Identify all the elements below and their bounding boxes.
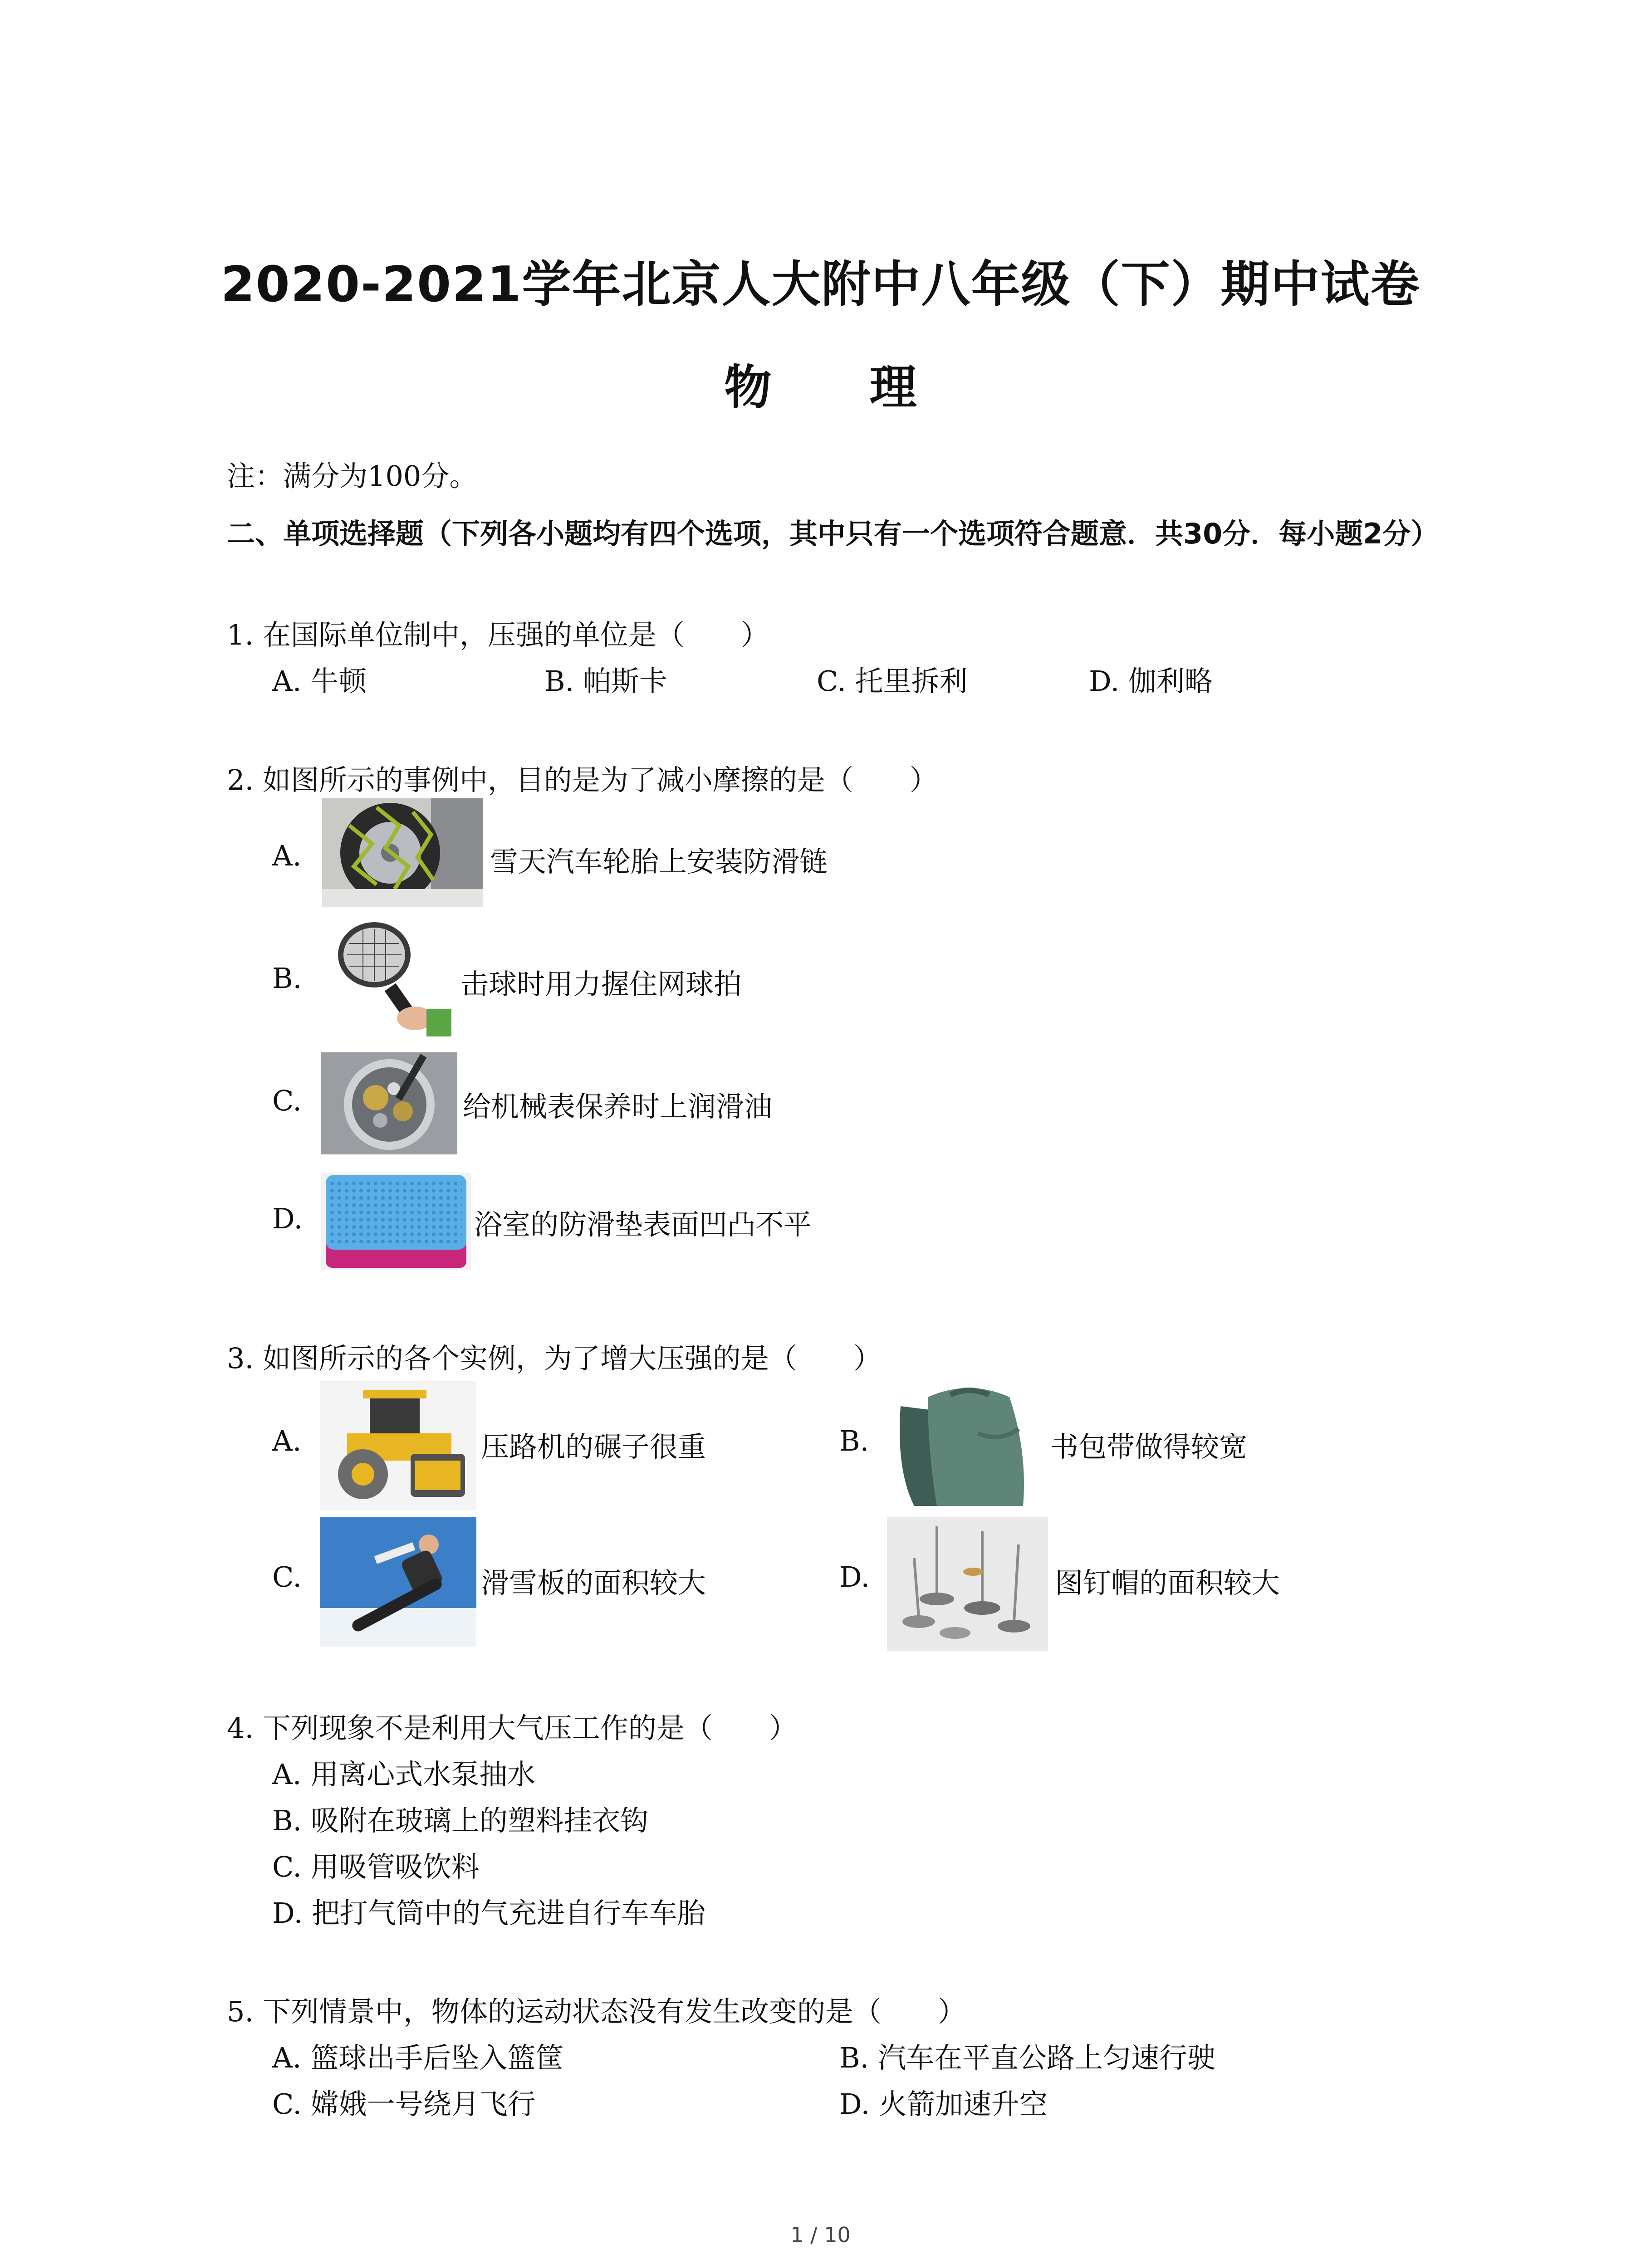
question-2-option-a-letter: A. xyxy=(272,839,302,872)
question-2-option-b-letter: B. xyxy=(272,962,302,995)
question-1-option-a: A. 牛顿 xyxy=(272,665,367,698)
question-4-option-c: C. 用吸管吸饮料 xyxy=(272,1850,480,1883)
question-4-option-b: B. 吸附在玻璃上的塑料挂衣钩 xyxy=(272,1804,648,1837)
snowboarder-photo xyxy=(320,1517,476,1647)
question-5-stem: 5. 下列情景中，物体的运动状态没有发生改变的是（ ） xyxy=(227,1995,966,2028)
question-3-option-c-text: 滑雪板的面积较大 xyxy=(481,1566,706,1599)
tire-chain-photo xyxy=(322,798,483,907)
question-3-option-d-text: 图钉帽的面积较大 xyxy=(1055,1566,1280,1599)
question-4-option-a: A. 用离心式水泵抽水 xyxy=(272,1758,536,1791)
bath-mat-photo xyxy=(321,1173,471,1270)
question-2-option-c-letter: C. xyxy=(272,1084,302,1117)
road-roller-photo xyxy=(320,1381,476,1510)
question-1-option-d: D. 伽利略 xyxy=(1089,665,1213,698)
question-3-option-c-letter: C. xyxy=(272,1560,302,1593)
question-5-option-b: B. 汽车在平直公路上匀速行驶 xyxy=(839,2041,1215,2074)
section-heading: 二、单项选择题（下列各小题均有四个选项，其中只有一个选项符合题意．共30分．每小题2分） xyxy=(227,517,1439,550)
question-1-stem: 1. 在国际单位制中，压强的单位是（ ） xyxy=(227,618,769,651)
question-1-option-c: C. 托里拆利 xyxy=(817,665,968,698)
question-3-option-a-text: 压路机的碾子很重 xyxy=(481,1430,706,1463)
question-3-option-b-text: 书包带做得较宽 xyxy=(1050,1430,1248,1463)
tennis-racket-photo xyxy=(324,916,451,1036)
question-1-option-b: B. 帕斯卡 xyxy=(544,665,667,698)
question-4-option-d: D. 把打气筒中的气充进自行车车胎 xyxy=(272,1897,705,1930)
question-3-option-a-letter: A. xyxy=(272,1424,302,1457)
question-2-option-c-text: 给机械表保养时上润滑油 xyxy=(463,1090,773,1123)
exam-title: 2020-2021学年北京人大附中八年级（下）期中试卷 xyxy=(220,256,1421,313)
question-2-stem: 2. 如图所示的事例中，目的是为了减小摩擦的是（ ） xyxy=(227,763,938,797)
question-2-option-d-letter: D. xyxy=(272,1202,303,1235)
exam-subject: 物 理 xyxy=(724,360,958,415)
watch-mechanism-photo xyxy=(321,1052,457,1154)
question-3-stem: 3. 如图所示的各个实例，为了增大压强的是（ ） xyxy=(227,1342,882,1375)
question-5-option-c: C. 嫦娥一号绕月飞行 xyxy=(272,2087,536,2121)
question-2-option-d-text: 浴室的防滑垫表面凹凸不平 xyxy=(474,1208,812,1241)
backpack-photo xyxy=(887,1379,1043,1515)
question-5-option-d: D. 火箭加速升空 xyxy=(839,2087,1048,2121)
question-3-option-d-letter: D. xyxy=(839,1560,870,1593)
score-note: 注：满分为100分。 xyxy=(227,459,478,493)
question-2-option-b-text: 击球时用力握住网球拍 xyxy=(460,968,742,1001)
question-5-option-a: A. 篮球出手后坠入篮筐 xyxy=(272,2041,564,2074)
question-3-option-b-letter: B. xyxy=(839,1424,869,1457)
question-4-stem: 4. 下列现象不是利用大气压工作的是（ ） xyxy=(227,1711,797,1745)
question-2-option-a-text: 雪天汽车轮胎上安装防滑链 xyxy=(490,845,828,878)
page-number: 1 / 10 xyxy=(790,2223,851,2247)
thumbtacks-photo xyxy=(887,1517,1048,1651)
